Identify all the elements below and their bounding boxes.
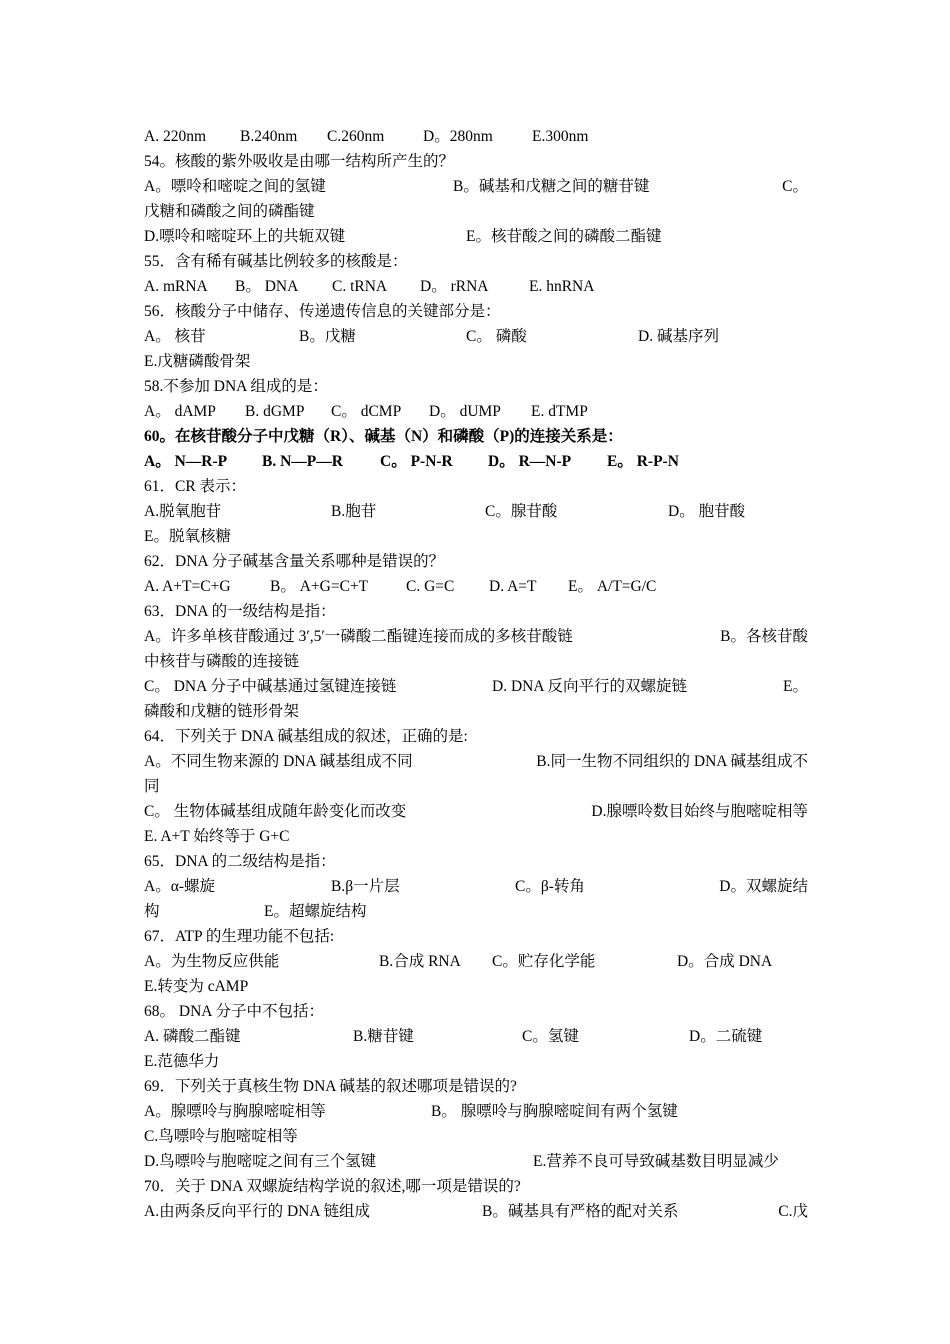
option-text: A。 N—R-P xyxy=(144,453,228,470)
option-text: D. 碱基序列 xyxy=(638,328,719,345)
option-text: C。β-转角 xyxy=(515,878,585,895)
line-text: 55．含有稀有碱基比例较多的核酸是： xyxy=(144,253,408,270)
option-text: B.同一生物不同组织的 DNA 碱基组成不 xyxy=(536,753,808,770)
option-text: D。合成 DNA xyxy=(677,953,773,970)
option-text: A.脱氧胞苷 xyxy=(144,503,222,520)
line-text: 68。 DNA 分子中不包括： xyxy=(144,1003,324,1020)
option-text: A。许多单核苷酸通过 3′,5′一磷酸二酯键连接而成的多核苷酸链 xyxy=(144,628,573,645)
document-line xyxy=(144,874,808,899)
document-line xyxy=(144,349,808,374)
option-text: D。双螺旋结 xyxy=(719,878,808,895)
option-text: A. A+T=C+G xyxy=(144,578,231,595)
option-text: D。 R—N-P xyxy=(488,453,572,470)
line-text: 65．DNA 的二级结构是指： xyxy=(144,853,336,870)
option-text: B。各核苷酸 xyxy=(720,628,808,645)
document-line xyxy=(144,1149,808,1174)
document-line xyxy=(144,424,808,449)
option-text: B.胞苷 xyxy=(331,503,377,520)
line-text: E.范德华力 xyxy=(144,1053,220,1070)
option-text: E。超螺旋结构 xyxy=(264,903,367,920)
document-line xyxy=(144,324,808,349)
option-text: 构 xyxy=(144,903,160,920)
line-text: 54。核酸的紫外吸收是由哪一结构所产生的？ xyxy=(144,153,455,170)
document-line xyxy=(144,199,808,224)
option-text: D。 rRNA xyxy=(420,278,489,295)
option-text: E。 A/T=G/C xyxy=(568,578,657,595)
line-text: 63．DNA 的一级结构是指： xyxy=(144,603,336,620)
line-text: 60。在核苷酸分子中戊糖（R）、碱基（N）和磷酸（P)的连接关系是： xyxy=(144,428,623,445)
option-text: E.300nm xyxy=(532,128,589,145)
option-text: A。为生物反应供能 xyxy=(144,953,280,970)
document-line xyxy=(144,899,808,924)
document-line xyxy=(144,649,808,674)
document-line xyxy=(144,1024,808,1049)
option-text: E.营养不良可导致碱基数目明显减少 xyxy=(533,1153,779,1170)
option-text: B。 腺嘌呤与胸腺嘧啶间有两个氢键 xyxy=(431,1103,678,1120)
option-text: A。 dAMP xyxy=(144,403,216,420)
option-text: A. 磷酸二酯键 xyxy=(144,1028,241,1045)
option-text: D。二硫键 xyxy=(689,1028,763,1045)
option-text: D。 胞苷酸 xyxy=(668,503,746,520)
document-line xyxy=(144,249,808,274)
line-text: 磷酸和戊糖的链形骨架 xyxy=(144,703,300,720)
option-text: D. DNA 反向平行的双螺旋链 xyxy=(492,678,688,695)
document-line xyxy=(144,474,808,499)
option-text: B.β一片层 xyxy=(331,878,400,895)
option-text: B.糖苷键 xyxy=(353,1028,414,1045)
option-text: C。氢键 xyxy=(522,1028,579,1045)
document-line xyxy=(144,224,808,249)
option-text: E。 R-P-N xyxy=(607,453,679,470)
option-text: C。 P-N-R xyxy=(380,453,453,470)
document-line xyxy=(144,624,808,649)
option-text: D.嘌呤和嘧啶环上的共轭双键 xyxy=(144,228,346,245)
document-line xyxy=(144,849,808,874)
line-text: E。脱氧核糖 xyxy=(144,528,231,545)
line-text: E.戊糖磷酸骨架 xyxy=(144,353,251,370)
line-text: 67．ATP 的生理功能不包括: xyxy=(144,928,335,945)
document-line xyxy=(144,999,808,1024)
line-text: 58.不参加 DNA 组成的是： xyxy=(144,378,328,395)
document-line xyxy=(144,799,808,824)
option-text: C。 生物体碱基组成随年龄变化而改变 xyxy=(144,803,407,820)
option-text: E。 xyxy=(783,678,808,695)
line-text: C.鸟嘌呤与胞嘧啶相等 xyxy=(144,1128,298,1145)
line-text: E.转变为 cAMP xyxy=(144,978,249,995)
document-line xyxy=(144,749,808,774)
option-text: E. dTMP xyxy=(531,403,588,420)
option-text: A. mRNA xyxy=(144,278,208,295)
option-text: D.鸟嘌呤与胞嘧啶之间有三个氢键 xyxy=(144,1153,377,1170)
option-text: C。贮存化学能 xyxy=(492,953,596,970)
document-line xyxy=(144,399,808,424)
option-text: C. tRNA xyxy=(332,278,388,295)
option-text: A。腺嘌呤与胸腺嘧啶相等 xyxy=(144,1103,326,1120)
line-text: 中核苷与磷酸的连接链 xyxy=(144,653,300,670)
option-text: A。不同生物来源的 DNA 碱基组成不同 xyxy=(144,753,413,770)
line-text: E. A+T 始终等于 G+C xyxy=(144,828,290,845)
document-line xyxy=(144,499,808,524)
line-text: 同 xyxy=(144,778,160,795)
option-text: A。 核苷 xyxy=(144,328,206,345)
document-line xyxy=(144,524,808,549)
option-text: C。 xyxy=(782,178,808,195)
option-text: A。嘌呤和嘧啶之间的氢键 xyxy=(144,178,326,195)
document-line xyxy=(144,174,808,199)
document-line xyxy=(144,149,808,174)
option-text: D。 dUMP xyxy=(429,403,501,420)
document-line xyxy=(144,274,808,299)
document-line xyxy=(144,774,808,799)
document-line xyxy=(144,1174,808,1199)
option-text: B。戊糖 xyxy=(299,328,356,345)
document-line xyxy=(144,374,808,399)
line-text: 62．DNA 分子碱基含量关系哪种是错误的？ xyxy=(144,553,445,570)
option-text: B.合成 RNA xyxy=(379,953,461,970)
option-text: D。280nm xyxy=(423,128,493,145)
document-line xyxy=(144,599,808,624)
option-text: C。 dCMP xyxy=(331,403,402,420)
line-text: 70．关于 DNA 双螺旋结构学说的叙述,哪一项是错误的? xyxy=(144,1178,521,1195)
option-text: C。腺苷酸 xyxy=(485,503,558,520)
option-text: C。 磷酸 xyxy=(466,328,527,345)
document-line xyxy=(144,549,808,574)
option-text: B.240nm xyxy=(240,128,298,145)
document-line xyxy=(144,824,808,849)
option-text: B. dGMP xyxy=(245,403,305,420)
document-line xyxy=(144,1099,808,1124)
option-text: A.由两条反向平行的 DNA 链组成 xyxy=(144,1203,371,1220)
option-text: E。核苷酸之间的磷酸二酯键 xyxy=(466,228,662,245)
option-text: C.戊 xyxy=(778,1203,808,1220)
option-text: C.260nm xyxy=(327,128,385,145)
option-text: D. A=T xyxy=(489,578,537,595)
document-line xyxy=(144,1049,808,1074)
document-line xyxy=(144,1124,808,1149)
option-text: B。碱基具有严格的配对关系 xyxy=(482,1203,679,1220)
document-line xyxy=(144,574,808,599)
document-line xyxy=(144,299,808,324)
document-line xyxy=(144,974,808,999)
document-line xyxy=(144,924,808,949)
option-text: B. N—P—R xyxy=(262,453,343,470)
document-line xyxy=(144,1074,808,1099)
option-text: B。 A+G=C+T xyxy=(270,578,369,595)
line-text: 戊糖和磷酸之间的磷酯键 xyxy=(144,203,315,220)
option-text: E. hnRNA xyxy=(529,278,595,295)
line-text: 61．CR 表示： xyxy=(144,478,247,495)
option-text: A。α-螺旋 xyxy=(144,878,215,895)
option-text: D.腺嘌呤数目始终与胞嘧啶相等 xyxy=(591,803,808,820)
option-text: C。 DNA 分子中碱基通过氢键连接链 xyxy=(144,678,397,695)
document-line xyxy=(144,124,808,149)
document-line xyxy=(144,949,808,974)
document-line xyxy=(144,449,808,474)
document-line xyxy=(144,699,808,724)
document-line xyxy=(144,1199,808,1224)
document-line xyxy=(144,674,808,699)
option-text: B。碱基和戊糖之间的糖苷键 xyxy=(453,178,650,195)
option-text: B。 DNA xyxy=(235,278,299,295)
line-text: 56．核酸分子中储存、传递遗传信息的关键部分是： xyxy=(144,303,501,320)
line-text: 64．下列关于 DNA 碱基组成的叙述，正确的是: xyxy=(144,728,468,745)
document-line xyxy=(144,724,808,749)
option-text: A. 220nm xyxy=(144,128,206,145)
line-text: 69．下列关于真核生物 DNA 碱基的叙述哪项是错误的? xyxy=(144,1078,517,1095)
option-text: C. G=C xyxy=(406,578,455,595)
